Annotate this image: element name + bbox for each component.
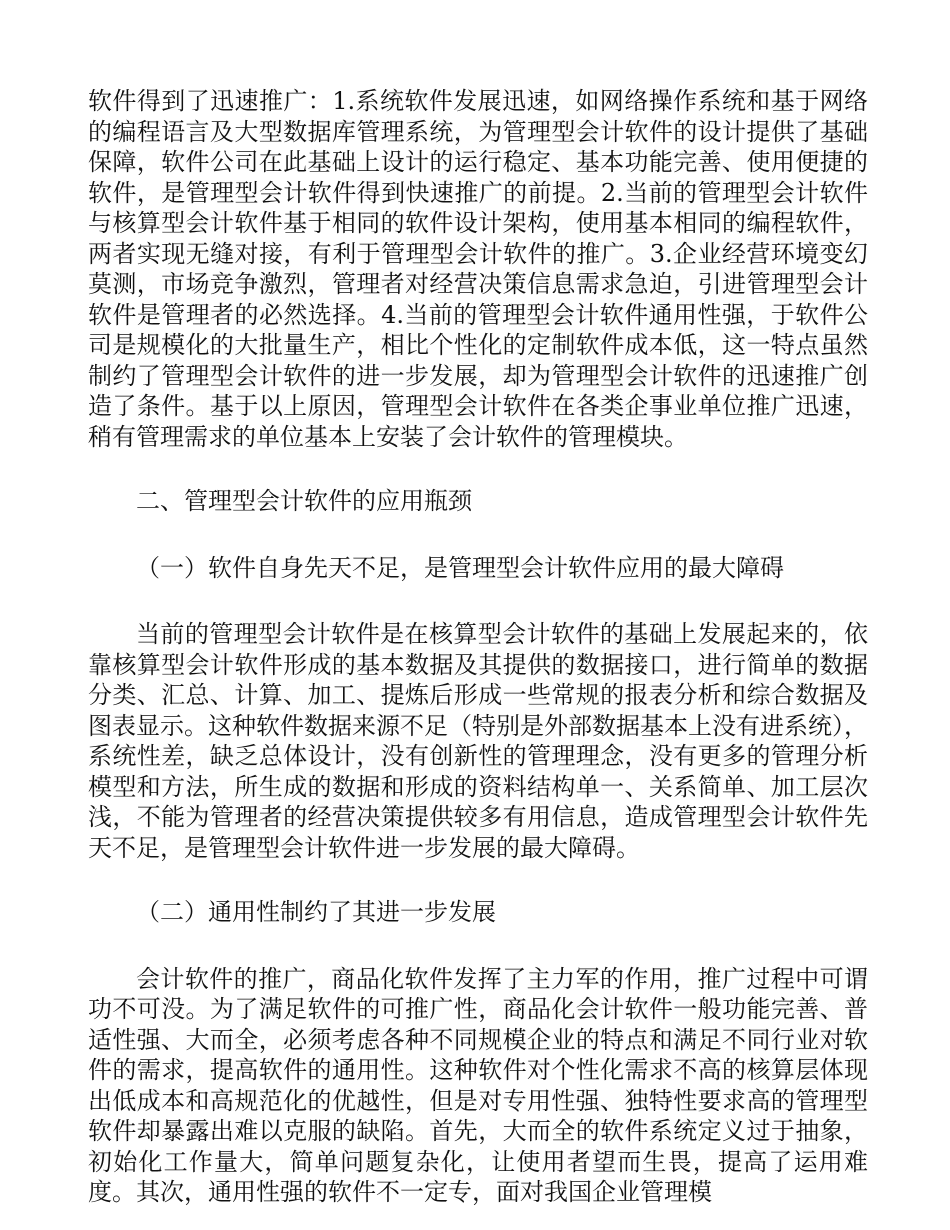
subsection-heading-2: （二）通用性制约了其进一步发展 [136,898,496,926]
section-heading: 二、管理型会计软件的应用瓶颈 [136,487,472,515]
document-page [88,86,868,1208]
body-paragraph-2: 当前的管理型会计软件是在核算型会计软件的基础上发展起来的，依靠核算型会计软件形成的基本数据及其提供的数据接口，进行简单的数据分类、汇总、计算、加工、提炼后形成一些常规的报表分析和综合数据及图表显示。这种软件数据来源不足（特别是外部数据基本上没有进系统），系统性差，缺乏总体设计，没有创新性的管理理念，没有更多的管理分析模型和方法，所生成的数据和形成的资料结构单一、关系简单、加工层次浅，不能为管理者的经营决策提供较多有用信息，造成管理型会计软件先天不足，是管理型会计软件进一步发展的最大障碍。 [88,620,868,862]
body-paragraph-1: 软件得到了迅速推广：1.系统软件发展迅速，如网络操作系统和基于网络的编程语言及大型数据库管理系统，为管理型会计软件的设计提供了基础保障，软件公司在此基础上设计的运行稳定、基本功能完善、使用便捷的软件，是管理型会计软件得到快速推广的前提。2.当前的管理型会计软件与核算型会计软件基于相同的软件设计架构，使用基本相同的编程软件，两者实现无缝对接，有利于管理型会计软件的推广。3.企业经营环境变幻莫测，市场竞争激烈，管理者对经营决策信息需求急迫，引进管理型会计软件是管理者的必然选择。4.当前的管理型会计软件通用性强，于软件公司是规模化的大批量生产，相比个性化的定制软件成本低，这一特点虽然制约了管理型会计软件的进一步发展，却为管理型会计软件的迅速推广创造了条件。基于以上原因，管理型会计软件在各类企事业单位推广迅速，稍有管理需求的单位基本上安装了会计软件的管理模块。 [88,87,868,451]
body-paragraph-3: 会计软件的推广，商品化软件发挥了主力军的作用，推广过程中可谓功不可没。为了满足软件的可推广性，商品化会计软件一般功能完善、普适性强、大而全，必须考虑各种不同规模企业的特点和满足不同行业对软件的需求，提高软件的通用性。这种软件对个性化需求不高的核算层体现出低成本和高规范化的优越性，但是对专用性强、独特性要求高的管理型软件却暴露出难以克服的缺陷。首先，大而全的软件系统定义过于抽象，初始化工作量大，简单问题复杂化，让使用者望而生畏，提高了运用难度。其次，通用性强的软件不一定专，面对我国企业管理模 [88,964,868,1206]
subsection-heading-1: （一）软件自身先天不足，是管理型会计软件应用的最大障碍 [136,553,784,582]
